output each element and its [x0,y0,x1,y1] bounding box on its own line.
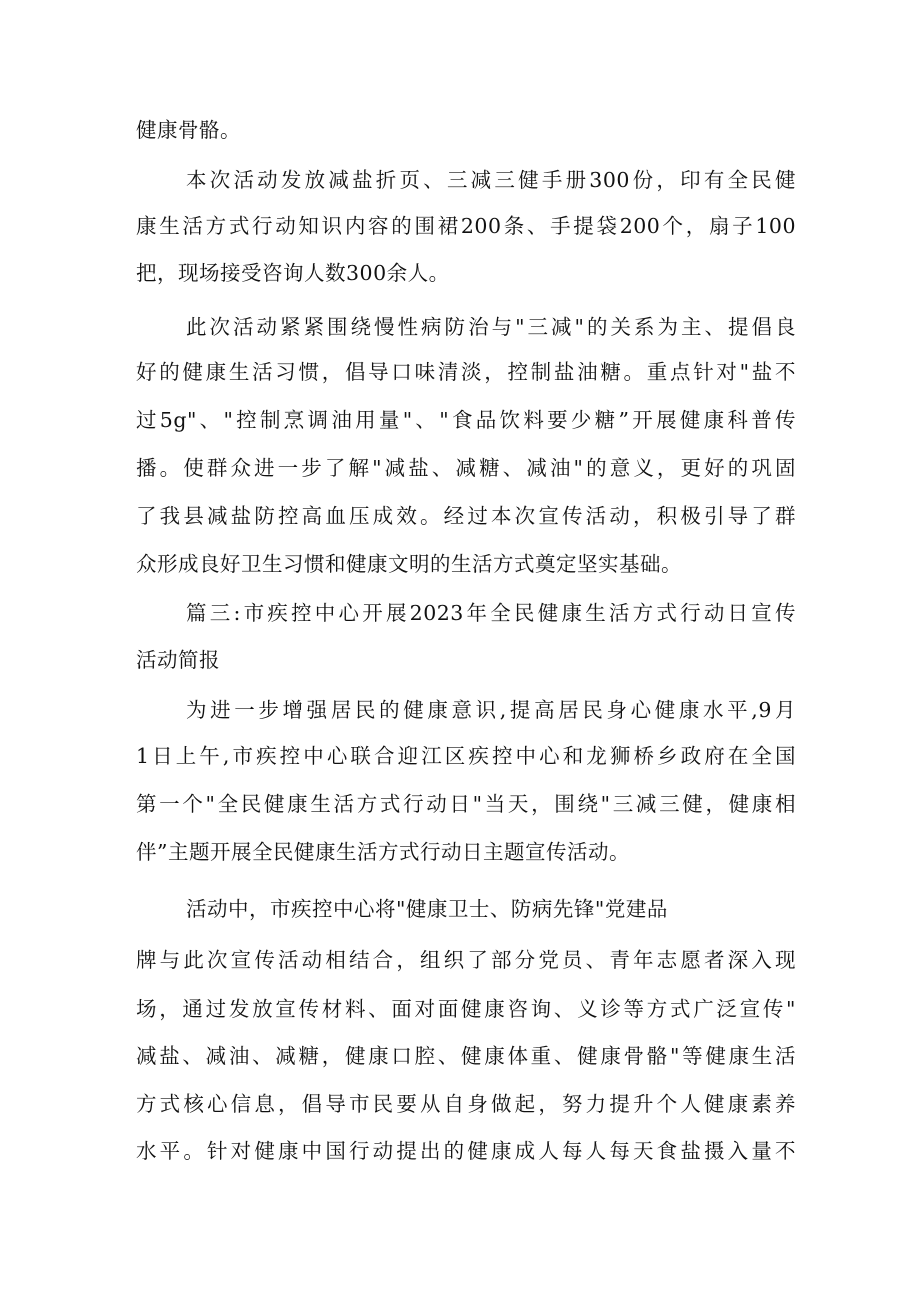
text-line: 众形成良好卫生习惯和健康文明的生活方式奠定坚实基础。 [136,552,682,576]
text-line: 水平。针对健康中国行动提出的健康成人每人每天食盐摄入量不 [136,1139,796,1163]
text-line: 减盐、减油、减糖，健康口腔、健康体重、健康骨骼"等健康生活 [136,1044,796,1068]
text-line: 好的健康生活习惯，倡导口味清淡，控制盐油糖。重点针对"盐不 [136,360,796,384]
text-line: 牌与此次宣传活动相结合，组织了部分党员、青年志愿者深入现 [136,948,796,972]
text-line: 为进一步增强居民的健康意识,提高居民身心健康水平,9月 [186,698,796,722]
text-line: 场，通过发放宣传材料、面对面健康咨询、义诊等方式广泛宣传" [136,997,796,1021]
heading-line: 篇三:市疾控中心开展2023年全民健康生活方式行动日宣传 [186,601,796,625]
text-line: 播。使群众进一步了解"减盐、减糖、减油"的意义，更好的巩固 [136,456,796,480]
text-line: 方式核心信息，倡导市民要从自身做起，努力提升个人健康素养 [136,1092,796,1116]
text-line: 了我县减盐防控高血压成效。经过本次宣传活动，积极引导了群 [136,504,796,528]
text-line: 本次活动发放减盐折页、三减三健手册300份，印有全民健 [186,168,796,192]
text-line: 1日上午,市疾控中心联合迎江区疾控中心和龙狮桥乡政府在全国 [136,744,796,768]
text-line: 康生活方式行动知识内容的围裙200条、手提袋200个，扇子100 [136,214,796,238]
text-line: 第一个"全民健康生活方式行动日"当天，围绕"三减三健，健康相 [136,792,796,816]
heading-line: 活动简报 [136,648,220,672]
text-line: 伴”主题开展全民健康生活方式行动日主题宣传活动。 [136,840,630,864]
text-line: 此次活动紧紧围绕慢性病防治与"三减"的关系为主、提倡良 [186,315,796,339]
text-line: 健康骨骼。 [136,118,241,142]
text-line: 活动中，市疾控中心将"健康卫士、防病先锋"党建品 [186,897,668,921]
text-line: 过5g"、"控制烹调油用量"、"食品饮料要少糖”开展健康科普传 [136,408,796,432]
text-line: 把，现场接受咨询人数300余人。 [136,261,450,285]
